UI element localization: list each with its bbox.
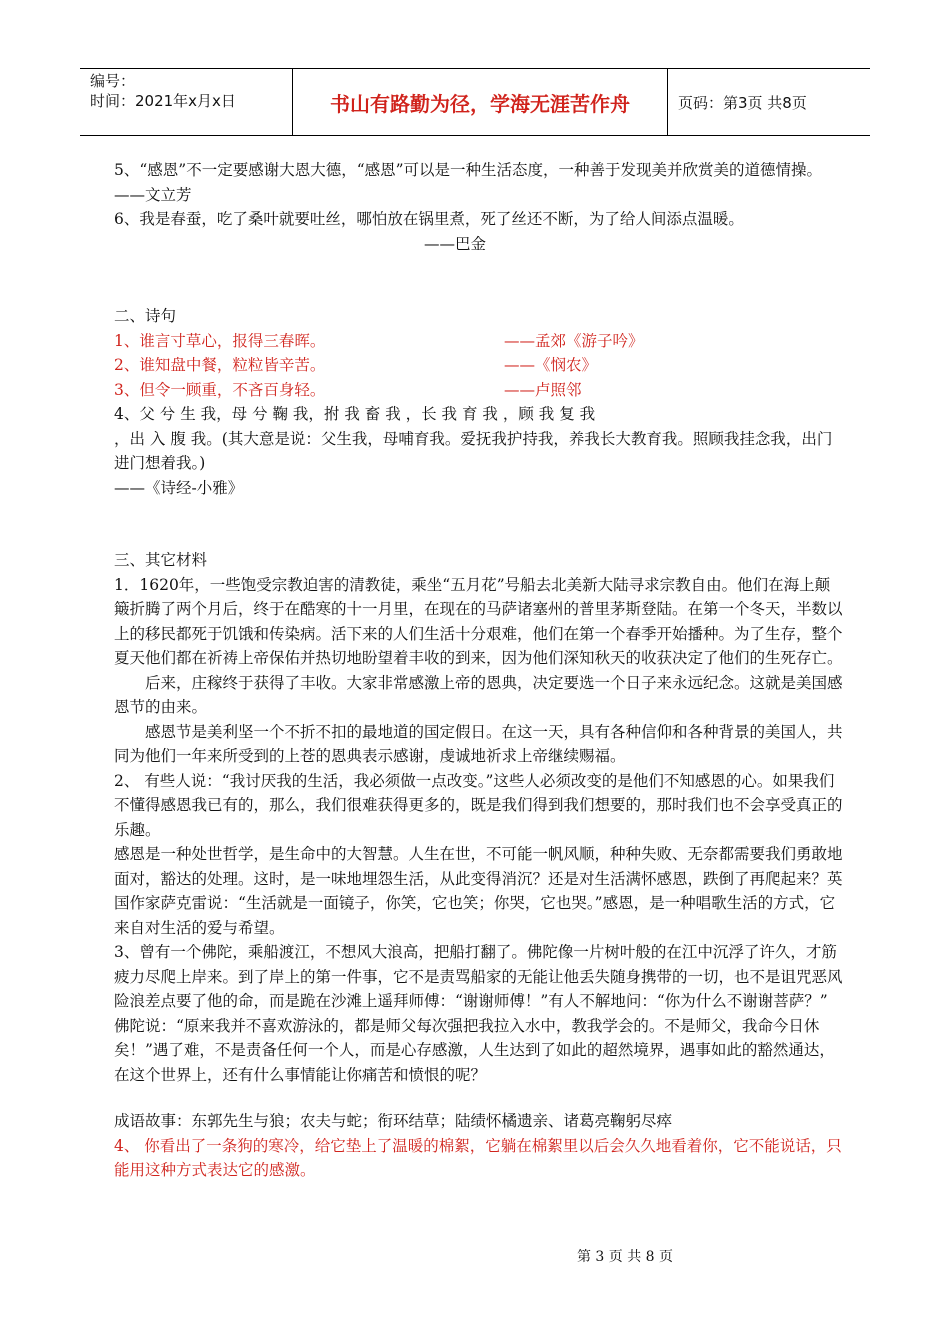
poem-4-signature: ——《诗经-小雅》 [114,478,244,497]
header-meta [80,69,293,135]
material-2-part-2: 感恩是一种处世哲学，是生命中的大智慧。人生在世，不可能一帆风顺，种种失败、无奈都需要我们勇敢地面对，豁达的处理。这时，是一味地埋怨生活，从此变得消沉？还是对生活满怀感恩，跌倒了再爬起来？英国作家萨克雷说：“生活就是一面镜子，你笑，它也笑；你哭，它也哭。”感恩，是一种唱歌生活的方式，它来自对生活的爱与希望。 [114,845,843,937]
poem-3 [114,378,844,403]
poem-3-text: 3、但令一顾重，不吝百身轻。 [114,380,326,399]
page-header [80,68,870,136]
poem-1-source: ——孟郊《游子吟》 [504,331,644,350]
poem-2-text: 2、谁知盘中餐，粒粒皆辛苦。 [114,356,326,374]
header-motto: 书山有路勤为径，学海无涯苦作舟 [293,69,668,135]
poem-2-source: ——《悯农》 [504,356,598,374]
material-1-part-3: 感恩节是美利坚一个不折不扣的最地道的国定假日。在这一天，具有各种信仰和各种背景的美国人，共同为他们一年来所受到的上苍的恩典表示感谢，虔诚地祈求上帝继续赐福。 [114,722,843,765]
page-footer: 第 3 页 共 8 页 [576,1249,674,1265]
material-1: 1．1620年，一些饱受宗教迫害的清教徒，乘坐“五月花”号船去北美新大陆寻求宗教自由。他们在海上颠簸折腾了两个月后，终于在酷寒的十一月里，在现在的马萨诸塞州的普里茅斯登陆。在第一个冬天，半数以上的移民都死于饥饿和传染病。活下来的人们生活十分艰难，他们在第一个春季开始播种。为了生存，整个夏天他们都在祈祷上帝保佑并热切地盼望着丰收的到来，因为他们深知秋天的收获决定了他们的生死存亡。 [114,575,843,667]
material-4: 4、 你看出了一条狗的寒冷，给它垫上了温暖的棉絮，它躺在棉絮里以后会久久地看着你，它不能说话，只能用这种方式表达它的感激。 [114,1136,842,1179]
section-title-poems: 二、诗句 [114,307,177,325]
idiom-stories: 成语故事：东郭先生与狼；农夫与蛇；衔环结草；陆绩怀橘遗亲、诸葛亮鞠躬尽瘁 [114,1112,673,1130]
poem-4-explanation: ，出 入 腹 我。(其大意是说：父生我，母哺育我。爱抚我护持我，养我长大教育我。照顾我挂念我，出门进门想着我。) [114,429,833,472]
poem-2 [114,353,844,378]
time-label: 时间：2021年x月x日 [90,92,236,110]
material-3: 3、曾有一个佛陀，乘船渡江，不想风大浪高，把船打翻了。佛陀像一片树叶般的在江中沉浮了许久，才筋疲力尽爬上岸来。到了岸上的第一件事，它不是责骂船家的无能让他丢失随身携带的一切，也不是诅咒恶风险浪差点要了他的命，而是跪在沙滩上遥拜师傅：“谢谢师傅！”有人不解地问：“你为什么不谢谢菩萨？” 佛陀说：“原来我并不喜欢游泳的，都是师父每次强把我拉入水中，教我学会的。不是师父，我命今日休矣！”遇了难，不是责备任何一个人，而是心存感激，人生达到了如此的超然境界，遇事如此的豁然通达，在这个世界上，还有什么事情能让你痛苦和愤恨的呢？ [114,943,843,1084]
document-body [114,158,844,1183]
number-label: 编号： [90,72,136,90]
header-page-label: 页码：第3页 共8页 [678,93,807,112]
quote-6: 6、我是春蚕，吃了桑叶就要吐丝，哪怕放在锅里煮，死了丝还不断，为了给人间添点温暖。 [114,210,744,228]
material-2: 2、 有些人说：“我讨厌我的生活，我必须做一点改变。”这些人必须改变的是他们不知感恩的心。如果我们不懂得感恩我已有的，那么，我们很难获得更多的，既是我们得到我们想要的，那时我们也不会享受真正的乐趣。 [114,771,843,839]
poem-3-source: ——卢照邻 [504,380,582,399]
poem-1-text: 1、谁言寸草心，报得三春晖。 [114,331,326,350]
material-1-part-2: 后来，庄稼终于获得了丰收。大家非常感激上帝的恩典，决定要选一个日子来永远纪念。这就是美国感恩节的由来。 [114,673,843,716]
poem-4-line: 4、父 兮 生 我，母 兮 鞠 我，拊 我 畜 我 ，长 我 育 我 ，顾 我 复 我 [114,405,596,423]
section-title-materials: 三、其它材料 [114,551,208,569]
quote-5: 5、“感恩”不一定要感谢大恩大德，“感恩”可以是一种生活态度，一种善于发现美并欣赏美的道德情操。——文立芳 [114,161,823,204]
quote-6-signature: ——巴金 [424,234,487,253]
poem-1 [114,329,844,354]
